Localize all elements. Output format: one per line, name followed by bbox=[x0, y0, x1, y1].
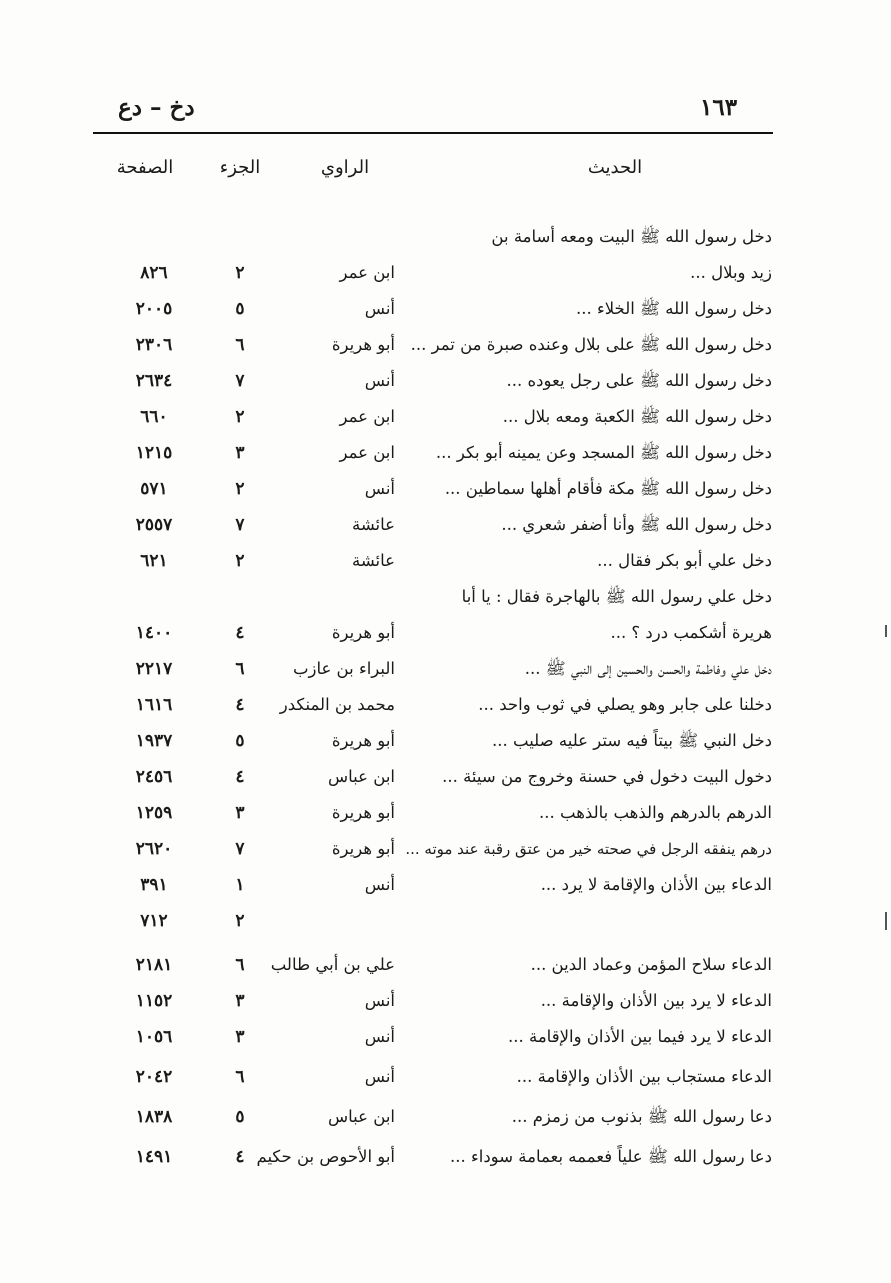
juz-number: ٧ bbox=[235, 839, 245, 859]
narrator-name: ابن عباس bbox=[328, 1107, 395, 1126]
page-ref: ١٠٥٦ bbox=[135, 1027, 173, 1047]
table-row bbox=[0, 984, 891, 1018]
narrator-name: ابن عمر bbox=[339, 443, 395, 462]
page-ref: ١٢١٥ bbox=[135, 443, 173, 463]
column-header-hadith: الحديث bbox=[587, 157, 643, 178]
juz-number: ٢ bbox=[235, 263, 245, 283]
table-row bbox=[0, 508, 891, 542]
page-ref: ٢٠٠٥ bbox=[135, 299, 173, 319]
hadith-text: الدعاء لا يرد فيما بين الأذان والإقامة ... bbox=[508, 1027, 772, 1046]
juz-number: ٤ bbox=[235, 1147, 245, 1167]
page-ref: ٦٢١ bbox=[140, 551, 168, 571]
juz-number: ٣ bbox=[235, 803, 245, 823]
hadith-text: دعا رسول الله ﷺ علياً فعممه بعمامة سوداء ... bbox=[450, 1147, 772, 1166]
hadith-text: دخل علي وفاطمة والحسن والحسين إلى النبي ﷺ ... bbox=[524, 659, 772, 678]
hadith-text bbox=[420, 904, 772, 938]
table-row bbox=[0, 580, 891, 614]
page-ref: ٢٤٥٦ bbox=[135, 767, 173, 787]
juz-number: ٥ bbox=[235, 1107, 245, 1127]
table-row bbox=[0, 436, 891, 470]
narrator-name: محمد بن المنكدر bbox=[279, 695, 395, 714]
table-row bbox=[0, 400, 891, 434]
juz-number: ٧ bbox=[235, 515, 245, 535]
hadith-text: الدعاء مستجاب بين الأذان والإقامة ... bbox=[516, 1067, 772, 1086]
page-ref: ٨٢٦ bbox=[140, 263, 168, 283]
page-ref: ١١٥٢ bbox=[135, 991, 173, 1011]
column-header-page: الصفحة bbox=[110, 150, 180, 186]
table-row bbox=[0, 364, 891, 398]
juz-number: ٧ bbox=[235, 371, 245, 391]
juz-number bbox=[222, 580, 258, 614]
page-ref: ١٨٣٨ bbox=[135, 1107, 173, 1127]
column-header-narrator: الراوي bbox=[320, 157, 370, 178]
page-ref: ١٦١٦ bbox=[135, 695, 173, 715]
table-row bbox=[0, 256, 891, 290]
page-ref: ٢١٨١ bbox=[135, 955, 173, 975]
juz-number: ٢ bbox=[235, 911, 245, 931]
hadith-text: دعا رسول الله ﷺ بذنوب من زمزم ... bbox=[511, 1107, 772, 1126]
hadith-text: الدعاء سلاح المؤمن وعماد الدين ... bbox=[530, 955, 772, 974]
column-header-juz: الجزء bbox=[219, 157, 261, 178]
narrator-name: أنس bbox=[364, 299, 395, 318]
hadith-text: دخول البيت دخول في حسنة وخروج من سيئة ... bbox=[442, 767, 772, 786]
table-row bbox=[0, 544, 891, 578]
juz-number bbox=[222, 220, 258, 254]
narrator-name: أبو هريرة bbox=[331, 839, 395, 858]
table-row bbox=[0, 472, 891, 506]
scan-edge-mark bbox=[885, 912, 887, 930]
juz-number: ٥ bbox=[235, 299, 245, 319]
page-ref bbox=[118, 220, 190, 254]
narrator-name: أبو هريرة bbox=[331, 803, 395, 822]
juz-number: ٣ bbox=[235, 443, 245, 463]
page-ref: ٥٧١ bbox=[140, 479, 168, 499]
page-ref: ٢٢١٧ bbox=[135, 659, 173, 679]
page-ref: ٣٩١ bbox=[140, 875, 168, 895]
table-row bbox=[0, 868, 891, 902]
hadith-text: دخل رسول الله ﷺ الكعبة ومعه بلال ... bbox=[502, 407, 772, 426]
narrator-name: البراء بن عازب bbox=[292, 659, 395, 678]
juz-number: ٢ bbox=[235, 551, 245, 571]
hadith-text: هريرة أشكمب درد ؟ ... bbox=[610, 623, 772, 642]
hadith-text: دخل رسول الله ﷺ وأنا أضفر شعري ... bbox=[501, 515, 772, 534]
narrator-name: أبو هريرة bbox=[331, 623, 395, 642]
narrator-name bbox=[255, 580, 395, 614]
hadith-text: الدعاء لا يرد بين الأذان والإقامة ... bbox=[540, 991, 772, 1010]
hadith-text: درهم ينفقه الرجل في صحته خير من عتق رقبة عند موته ... bbox=[405, 840, 772, 858]
table-row bbox=[0, 796, 891, 830]
narrator-name bbox=[255, 220, 395, 254]
narrator-name: عائشة bbox=[351, 515, 395, 534]
page-ref: ١٤٠٠ bbox=[135, 623, 173, 643]
table-row bbox=[0, 328, 891, 362]
page-ref: ٢٠٤٢ bbox=[135, 1067, 173, 1087]
hadith-text: دخل رسول الله ﷺ المسجد وعن يمينه أبو بكر ... bbox=[435, 443, 772, 462]
hadith-text: دخل رسول الله ﷺ البيت ومعه أسامة بن bbox=[491, 227, 772, 246]
narrator-name: أنس bbox=[364, 1067, 395, 1086]
juz-number: ٢ bbox=[235, 479, 245, 499]
narrator-name: عائشة bbox=[351, 551, 395, 570]
page-number: ١٦٣ bbox=[700, 94, 738, 121]
table-row bbox=[0, 948, 891, 982]
hadith-text: دخل رسول الله ﷺ الخلاء ... bbox=[575, 299, 772, 318]
narrator-name: أنس bbox=[364, 1027, 395, 1046]
hadith-text: الدرهم بالدرهم والذهب بالذهب ... bbox=[539, 803, 772, 822]
narrator-name: أنس bbox=[364, 875, 395, 894]
table-row bbox=[0, 904, 891, 938]
table-row bbox=[0, 1100, 891, 1134]
table-row bbox=[0, 292, 891, 326]
hadith-text: دخل علي أبو بكر فقال ... bbox=[597, 551, 772, 570]
juz-number: ٤ bbox=[235, 767, 245, 787]
page-ref: ٢٣٠٦ bbox=[135, 335, 173, 355]
page-ref: ٧١٢ bbox=[140, 911, 168, 931]
narrator-name: ابن عمر bbox=[339, 407, 395, 426]
table-row bbox=[0, 688, 891, 722]
table-row bbox=[0, 1140, 891, 1174]
table-row bbox=[0, 1060, 891, 1094]
hadith-text: الدعاء بين الأذان والإقامة لا يرد ... bbox=[540, 875, 772, 894]
narrator-name: أبو الأحوص بن حكيم bbox=[256, 1147, 395, 1166]
page-ref: ٦٦٠ bbox=[140, 407, 168, 427]
hadith-text: دخل النبي ﷺ بيتاً فيه ستر عليه صليب ... bbox=[492, 731, 772, 750]
narrator-name bbox=[255, 904, 395, 938]
table-row bbox=[0, 1020, 891, 1054]
narrator-name: ابن عمر bbox=[339, 263, 395, 282]
hadith-text: دخلنا على جابر وهو يصلي في ثوب واحد ... bbox=[478, 695, 772, 714]
table-row bbox=[0, 760, 891, 794]
juz-number: ٥ bbox=[235, 731, 245, 751]
juz-number: ٦ bbox=[235, 955, 245, 975]
juz-number: ٦ bbox=[235, 1067, 245, 1087]
hadith-text: دخل رسول الله ﷺ على بلال وعنده صبرة من تمر ... bbox=[410, 335, 772, 354]
hadith-text: دخل رسول الله ﷺ على رجل يعوده ... bbox=[506, 371, 772, 390]
juz-number: ٤ bbox=[235, 623, 245, 643]
table-row bbox=[0, 616, 891, 650]
juz-number: ٣ bbox=[235, 991, 245, 1011]
section-letters: دخ – دع bbox=[118, 94, 195, 121]
page-ref bbox=[118, 580, 190, 614]
page-ref: ١٤٩١ bbox=[135, 1147, 173, 1167]
juz-number: ١ bbox=[235, 875, 245, 895]
narrator-name: أنس bbox=[364, 479, 395, 498]
hadith-text: دخل علي رسول الله ﷺ بالهاجرة فقال : يا أبا bbox=[461, 587, 772, 606]
hadith-text: زيد وبلال ... bbox=[690, 263, 772, 282]
narrator-name: أنس bbox=[364, 991, 395, 1010]
narrator-name: أبو هريرة bbox=[331, 731, 395, 750]
narrator-name: ابن عباس bbox=[328, 767, 395, 786]
narrator-name: أنس bbox=[364, 371, 395, 390]
page-ref: ١٢٥٩ bbox=[135, 803, 173, 823]
table-row bbox=[0, 220, 891, 254]
table-row bbox=[0, 832, 891, 866]
juz-number: ٦ bbox=[235, 659, 245, 679]
narrator-name: علي بن أبي طالب bbox=[270, 955, 395, 974]
table-row bbox=[0, 652, 891, 686]
juz-number: ٤ bbox=[235, 695, 245, 715]
page-ref: ٢٦٣٤ bbox=[135, 371, 173, 391]
juz-number: ٣ bbox=[235, 1027, 245, 1047]
header-divider bbox=[93, 132, 773, 134]
page-ref: ٢٦٢٠ bbox=[135, 839, 173, 859]
juz-number: ٢ bbox=[235, 407, 245, 427]
hadith-text: دخل رسول الله ﷺ مكة فأقام أهلها سماطين ... bbox=[444, 479, 772, 498]
narrator-name: أبو هريرة bbox=[331, 335, 395, 354]
page-ref: ١٩٣٧ bbox=[135, 731, 173, 751]
juz-number: ٦ bbox=[235, 335, 245, 355]
page-ref: ٢٥٥٧ bbox=[135, 515, 173, 535]
scan-edge-mark bbox=[885, 625, 887, 637]
table-row bbox=[0, 724, 891, 758]
